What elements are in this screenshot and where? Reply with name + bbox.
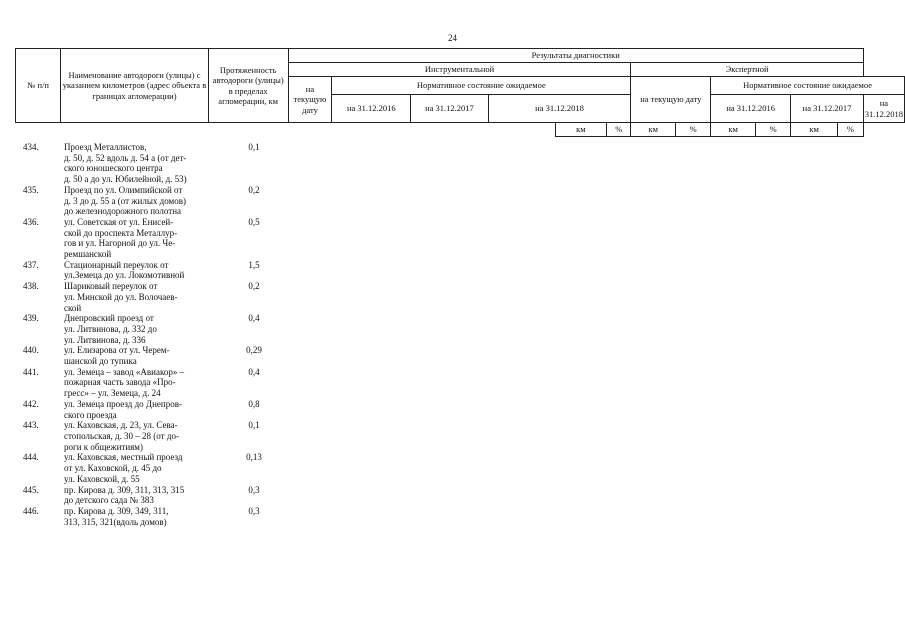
row-number: 439.: [23, 313, 39, 324]
road-length: 0,3: [248, 505, 260, 516]
road-length: 0,2: [248, 184, 260, 195]
table-row: [15, 217, 315, 260]
header-instr-current: на текущую дату: [288, 77, 332, 123]
table-row: [15, 345, 315, 366]
row-number: 440.: [23, 345, 39, 356]
table-row: [15, 142, 315, 185]
header-instr-2016: на 31.12.2016: [332, 95, 411, 123]
road-length: 0,8: [248, 398, 260, 409]
unit-cell: км: [631, 123, 676, 137]
road-name: ул. Земеца – завод «Авиакор» – пожарная часть завода «Про- гресс» – ул. Земеца, д. 24: [64, 366, 185, 399]
header-table: [15, 48, 905, 137]
row-number: 438.: [23, 281, 39, 292]
road-length: 0,13: [246, 452, 262, 463]
page-number: 24: [448, 33, 457, 43]
road-name: пр. Кирова д. 309, 349, 311, 313, 315, 321(вдоль домов): [64, 505, 169, 527]
road-name: Шариковый переулок от ул. Минской до ул. Волочаев- ской: [64, 281, 178, 313]
unit-cell: км: [555, 123, 606, 137]
table-row: [15, 399, 315, 420]
table-body: [15, 142, 315, 527]
row-number: 446.: [23, 505, 39, 516]
header-num: № п/п: [16, 49, 61, 123]
header-exp-current: на текущую дату: [631, 77, 711, 123]
row-number: 445.: [23, 484, 39, 495]
header-exp-2017: на 31.12.2017: [791, 95, 864, 123]
road-name: Стационарный переулок от ул.Земеца до ул. Локомотивной: [64, 259, 185, 281]
header-instr-2018: на 31.12.2018: [488, 95, 631, 123]
road-length: 0,1: [248, 142, 260, 152]
table-row: [15, 420, 315, 452]
header-instr-2017: на 31.12.2017: [411, 95, 488, 123]
table-row: [15, 452, 315, 484]
road-length: 0,1: [248, 420, 260, 431]
road-name: ул. Каховская, д. 23, ул. Сева- стопольская, д. 30 – 28 (от до- роги к общежитиям): [64, 420, 179, 452]
road-length: 1,5: [248, 259, 260, 270]
road-name: Проезд Металлистов, д. 50, д. 52 вдоль д. 54 а (от дет- ского юношеского центра д. 50 а до ул. Юбилейной, д. 53): [64, 142, 187, 185]
road-name: ул. Земеца проезд до Днепров- ского проезда: [64, 398, 182, 420]
row-number: 443.: [23, 420, 39, 431]
road-name: ул. Каховская, местный проезд от ул. Каховской, д. 45 до ул. Каховской, д. 55: [64, 452, 183, 484]
table-row: [15, 367, 315, 399]
header-exp-2016: на 31.12.2016: [711, 95, 791, 123]
road-name: Днепровский проезд от ул. Литвинова, д. 332 до ул. Литвинова, д. 336: [64, 313, 157, 345]
table-row: [15, 485, 315, 506]
row-number: 444.: [23, 452, 39, 463]
header-expert: Экспертной: [631, 63, 863, 77]
road-length: 0,3: [248, 484, 260, 495]
row-number: 442.: [23, 398, 39, 409]
road-length: 0,4: [248, 366, 260, 377]
unit-cell: км: [711, 123, 756, 137]
row-number: 436.: [23, 216, 39, 227]
unit-cell: %: [607, 123, 631, 137]
header-instrumental: Инструментальной: [288, 63, 631, 77]
table-row: [15, 313, 315, 345]
road-name: ул. Советская от ул. Енисей- ской до проспекта Металлур- гов и ул. Нагорной до ул. Че- ремшанской: [64, 216, 178, 260]
header-name: Наименование автодороги (улицы) с указанием километров (адрес объекта в границах агломерации): [61, 49, 208, 123]
header-results: Результаты диагностики: [288, 49, 863, 63]
table-row: [15, 281, 315, 313]
row-number: 434.: [23, 142, 39, 152]
unit-cell: км: [791, 123, 838, 137]
table-row: [15, 260, 315, 281]
road-length: 0,5: [248, 216, 260, 227]
road-length: 0,2: [248, 281, 260, 292]
road-name: Проезд по ул. Олимпийской от д. 3 до д. 55 а (от жилых домов) до железнодорожного полотна: [64, 184, 186, 217]
table-row: [15, 185, 315, 217]
table-row: [15, 506, 315, 527]
unit-cell: %: [838, 123, 864, 137]
header-length: Протяженность автодороги (улицы) в пределах агломерации, км: [208, 49, 288, 123]
header-instr-normative: Нормативное состояние ожидаемое: [332, 77, 631, 95]
road-length: 0,4: [248, 313, 260, 324]
road-length: 0,29: [246, 345, 262, 356]
road-name: пр. Кирова д. 309, 311, 313, 315 до детского сада № 383: [64, 484, 185, 506]
header-exp-normative: Нормативное состояние ожидаемое: [711, 77, 905, 95]
header-exp-2018: на 31.12.2018: [863, 95, 904, 123]
row-number: 437.: [23, 259, 39, 270]
row-number: 441.: [23, 366, 39, 377]
unit-cell: %: [676, 123, 711, 137]
row-number: 435.: [23, 184, 39, 195]
unit-cell: %: [756, 123, 791, 137]
road-name: ул. Елизарова от ул. Черем- шанской до тупика: [64, 345, 170, 367]
